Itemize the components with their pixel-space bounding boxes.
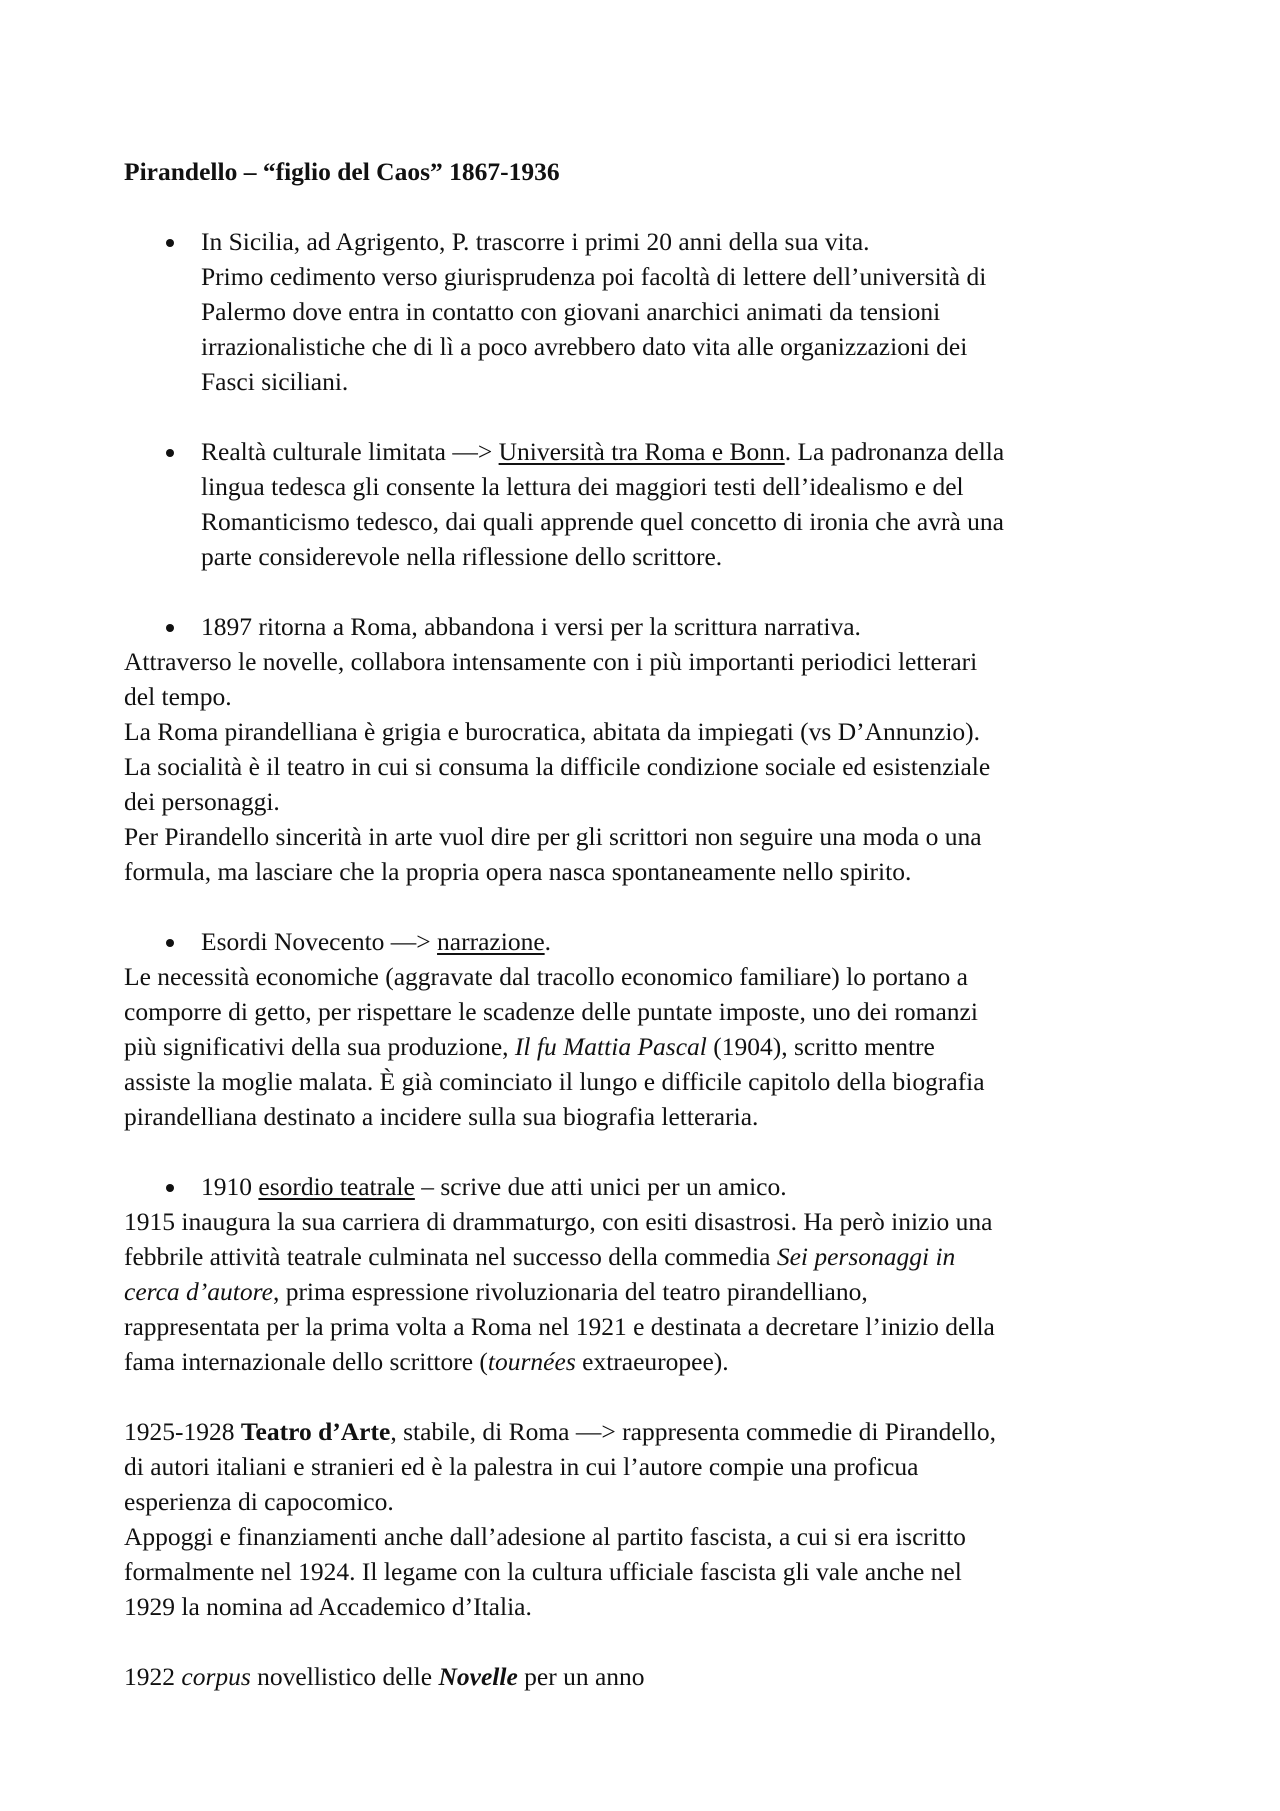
- bullet-dot-icon: [166, 1184, 174, 1192]
- text-run: – scrive due atti unici per un amico.: [414, 1172, 787, 1201]
- text-line: formula, ma lasciare che la propria opera nasca spontaneamente nello spirito.: [124, 857, 912, 886]
- text-line: rappresentata per la prima volta a Roma nel 1921 e destinata a decretare l’inizio della: [124, 1312, 995, 1341]
- text-line: La Roma pirandelliana è grigia e burocratica, abitata da impiegati (vs D’Annunzio).: [124, 717, 981, 746]
- underlined-text: Università tra Roma e Bonn: [498, 437, 785, 466]
- italic-text: corpus: [181, 1662, 251, 1691]
- spacer: [124, 399, 1184, 434]
- text-line: [124, 1274, 1184, 1309]
- text-run: Esordi Novecento —>: [201, 927, 438, 956]
- text-line: Primo cedimento verso giurisprudenza poi facoltà di lettere dell’università di: [201, 262, 987, 291]
- italic-text: Sei personaggi in: [776, 1242, 956, 1271]
- text-run: extraeuropee).: [575, 1347, 729, 1376]
- spacer: [124, 1379, 1184, 1414]
- text-run: febbrile attività teatrale culminata nel successo della commedia: [124, 1242, 777, 1271]
- paragraph-roma: [124, 644, 1184, 889]
- paragraph-narrazione: [124, 959, 1184, 1134]
- text-line: [124, 1414, 1184, 1449]
- text-run: (1904), scritto mentre: [706, 1032, 935, 1061]
- text-run: .: [544, 927, 552, 956]
- italic-text: cerca d’autore: [124, 1277, 273, 1306]
- bullet-dot-icon: [166, 939, 174, 947]
- spacer: [124, 889, 1184, 924]
- spacer: [124, 574, 1184, 609]
- text-line: dei personaggi.: [124, 787, 280, 816]
- text-line: irrazionalistiche che di lì a poco avrebbero dato vita alle organizzazioni dei: [201, 332, 968, 361]
- underlined-text: narrazione: [437, 927, 545, 956]
- text-line: Palermo dove entra in contatto con giovani anarchici animati da tensioni: [201, 297, 941, 326]
- italic-text: tournées: [487, 1347, 576, 1376]
- text-run: , stabile, di Roma —> rappresenta commedie di Pirandello,: [390, 1417, 996, 1446]
- text-run: . La padronanza della: [784, 437, 1005, 466]
- text-line: assiste la moglie malata. È già cominciato il lungo e difficile capitolo della biografia: [124, 1067, 985, 1096]
- bullet-item-esordi-novecento: [124, 924, 1184, 959]
- paragraph-novelle: [124, 1659, 1184, 1694]
- text-run: 1910: [201, 1172, 259, 1201]
- italic-text: Il fu Mattia Pascal: [514, 1032, 707, 1061]
- text-run: , prima espressione rivoluzionaria del teatro pirandelliano,: [272, 1277, 868, 1306]
- text-run: 1925-1928: [124, 1417, 241, 1446]
- text-line: parte considerevole nella riflessione dello scrittore.: [201, 542, 723, 571]
- text-line: pirandelliana destinato a incidere sulla sua biografia letteraria.: [124, 1102, 759, 1131]
- underlined-text: esordio teatrale: [258, 1172, 415, 1201]
- text-line: [124, 1659, 1184, 1694]
- bold-italic-text: Novelle: [438, 1662, 518, 1691]
- document-page: [124, 154, 1184, 1694]
- text-line: formalmente nel 1924. Il legame con la cultura ufficiale fascista gli vale anche nel: [124, 1557, 962, 1586]
- bullet-item-realta-culturale: [124, 434, 1184, 574]
- text-line: In Sicilia, ad Agrigento, P. trascorre i primi 20 anni della sua vita.: [201, 227, 870, 256]
- text-run: più significativi della sua produzione,: [124, 1032, 515, 1061]
- spacer: [124, 1624, 1184, 1659]
- text-line: La socialità è il teatro in cui si consuma la difficile condizione sociale ed esistenziale: [124, 752, 991, 781]
- paragraph-teatro-arte: [124, 1414, 1184, 1624]
- text-line: [124, 1029, 1184, 1064]
- text-line: 1929 la nomina ad Accademico d’Italia.: [124, 1592, 532, 1621]
- text-line: Attraverso le novelle, collabora intensamente con i più importanti periodici letterari: [124, 647, 978, 676]
- text-line: Appoggi e finanziamenti anche dall’adesione al partito fascista, a cui si era iscritto: [124, 1522, 966, 1551]
- text-line: Romanticismo tedesco, dai quali apprende quel concetto di ironia che avrà una: [201, 507, 1004, 536]
- text-run: per un anno: [517, 1662, 645, 1691]
- bullet-item-1897: [124, 609, 1184, 644]
- text-line: di autori italiani e stranieri ed è la palestra in cui l’autore compie una proficua: [124, 1452, 919, 1481]
- text-line: lingua tedesca gli consente la lettura dei maggiori testi dell’idealismo e del: [201, 472, 964, 501]
- bold-text: Teatro d’Arte: [240, 1417, 391, 1446]
- bullet-dot-icon: [166, 239, 174, 247]
- text-run: Realtà culturale limitata —>: [201, 437, 499, 466]
- bullet-dot-icon: [166, 624, 174, 632]
- text-run: 1922: [124, 1662, 182, 1691]
- text-run: fama internazionale dello scrittore (: [124, 1347, 488, 1376]
- text-line: [201, 1169, 1184, 1204]
- text-line: Fasci siciliani.: [201, 367, 349, 396]
- text-run: novellistico delle: [250, 1662, 439, 1691]
- text-line: [124, 1344, 1184, 1379]
- paragraph-teatro: [124, 1204, 1184, 1379]
- spacer: [124, 1134, 1184, 1169]
- document-title: Pirandello – “figlio del Caos” 1867-1936: [124, 157, 560, 186]
- text-line: Per Pirandello sincerità in arte vuol dire per gli scrittori non seguire una moda o una: [124, 822, 982, 851]
- text-line: Le necessità economiche (aggravate dal tracollo economico familiare) lo portano a: [124, 962, 968, 991]
- text-line: 1915 inaugura la sua carriera di drammaturgo, con esiti disastrosi. Ha però inizio una: [124, 1207, 993, 1236]
- text-line: 1897 ritorna a Roma, abbandona i versi per la scrittura narrativa.: [201, 612, 861, 641]
- text-line: [124, 1239, 1184, 1274]
- bullet-item-1910: [124, 1169, 1184, 1204]
- bullet-item-sicilia: [124, 224, 1184, 399]
- text-line: del tempo.: [124, 682, 232, 711]
- text-line: comporre di getto, per rispettare le scadenze delle puntate imposte, uno dei romanzi: [124, 997, 978, 1026]
- text-line: [201, 434, 1184, 469]
- bullet-dot-icon: [166, 449, 174, 457]
- text-line: [201, 924, 1184, 959]
- text-line: esperienza di capocomico.: [124, 1487, 394, 1516]
